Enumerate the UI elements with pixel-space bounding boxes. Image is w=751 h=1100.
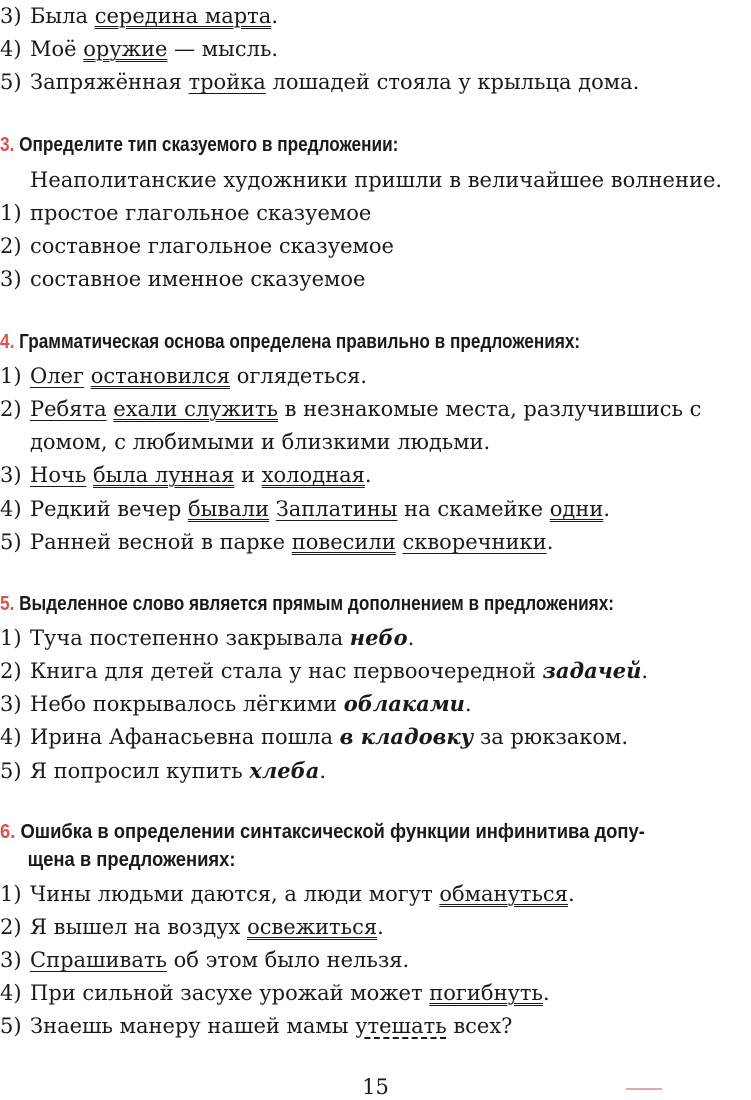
option-text: Я вышел на воздух bbox=[30, 915, 248, 939]
option-number: 2) bbox=[0, 659, 22, 683]
answer-option bbox=[0, 265, 751, 293]
option-text: и bbox=[234, 463, 262, 487]
answer-option bbox=[0, 880, 751, 908]
question-number: 5. bbox=[0, 593, 15, 615]
option-text: Редкий вечер bbox=[30, 497, 188, 521]
question-title: Ошибка в определении синтаксической функции инфинитива допу- bbox=[15, 821, 645, 843]
option-number: 3) bbox=[0, 692, 22, 716]
underlined-word: Ребята bbox=[30, 397, 107, 421]
option-number: 1) bbox=[0, 364, 22, 388]
option-text: на скамейке bbox=[397, 497, 550, 521]
option-number: 5) bbox=[0, 759, 22, 783]
option-number: 4) bbox=[0, 37, 22, 61]
option-text: Была bbox=[30, 4, 95, 28]
answer-option bbox=[0, 979, 751, 1007]
highlighted-word: хлеба bbox=[249, 758, 320, 783]
option-text: . bbox=[542, 981, 550, 1005]
question-heading bbox=[0, 328, 646, 356]
option-text: составное глагольное сказуемое bbox=[30, 234, 394, 258]
highlighted-word: в кладовку bbox=[339, 724, 474, 749]
option-text: . bbox=[271, 4, 278, 28]
option-number: 5) bbox=[0, 1014, 22, 1038]
corner-mark bbox=[626, 1088, 662, 1090]
option-number: 2) bbox=[0, 397, 22, 421]
option-text: лошадей стояла у крыльца дома. bbox=[265, 70, 640, 94]
question-title-continued: щена в предложениях: bbox=[27, 849, 236, 871]
option-text: . bbox=[407, 626, 415, 650]
option-number: 4) bbox=[0, 981, 22, 1005]
option-text: . bbox=[319, 759, 327, 783]
question-title: Грамматическая основа определена правильно в предложениях: bbox=[14, 331, 581, 353]
answer-option bbox=[0, 690, 751, 718]
option-text: Книга для детей стала у нас первоочередной bbox=[30, 659, 543, 683]
option-number: 3) bbox=[0, 948, 22, 972]
answer-option bbox=[0, 757, 751, 785]
option-number: 4) bbox=[0, 725, 22, 749]
underlined-word: погибнуть bbox=[429, 981, 543, 1005]
highlighted-word: задачей bbox=[542, 658, 642, 683]
option-text: . bbox=[603, 497, 611, 521]
question-number: 3. bbox=[0, 134, 15, 156]
option-number: 2) bbox=[0, 915, 22, 939]
option-number: 3) bbox=[0, 463, 22, 487]
option-text: . bbox=[567, 882, 575, 906]
question-title: Выделенное слово является прямым дополнением в предложениях: bbox=[14, 593, 615, 615]
answer-option bbox=[0, 528, 751, 556]
answer-option bbox=[0, 495, 751, 523]
question-heading bbox=[0, 818, 691, 846]
underlined-word: тройка bbox=[188, 70, 266, 94]
option-text bbox=[86, 463, 93, 487]
option-text: за рюкзаком. bbox=[473, 725, 629, 749]
underlined-word: Ночь bbox=[30, 463, 87, 487]
option-text bbox=[269, 497, 276, 521]
underlined-word: бывали bbox=[187, 497, 270, 521]
option-text: При сильной засухе урожай может bbox=[30, 981, 430, 1005]
option-number: 5) bbox=[0, 70, 22, 94]
underlined-word: одни bbox=[549, 497, 604, 521]
option-text: . bbox=[464, 692, 472, 716]
option-text: — мысль. bbox=[167, 37, 279, 61]
previous-question-option bbox=[0, 68, 751, 96]
option-number: 1) bbox=[0, 626, 22, 650]
answer-option bbox=[0, 946, 751, 974]
option-text: Ирина Афанасьевна пошла bbox=[30, 725, 340, 749]
option-text: всех? bbox=[446, 1014, 513, 1038]
underlined-word: утешать bbox=[355, 1014, 447, 1038]
answer-option bbox=[0, 461, 751, 489]
page-number: 15 bbox=[362, 1075, 389, 1099]
option-text: об этом было нельзя. bbox=[166, 948, 410, 972]
option-number: 4) bbox=[0, 497, 22, 521]
question-sentence: Неаполитанские художники пришли в величайшее волнение. bbox=[30, 168, 723, 192]
option-text: . bbox=[364, 463, 372, 487]
option-number: 2) bbox=[0, 234, 22, 258]
answer-option bbox=[0, 723, 751, 751]
option-text: . bbox=[377, 915, 384, 939]
option-number: 1) bbox=[0, 201, 22, 225]
option-text: составное именное сказуемое bbox=[30, 267, 366, 291]
answer-option bbox=[0, 913, 751, 941]
option-number: 5) bbox=[0, 530, 22, 554]
underlined-word: освежиться bbox=[247, 915, 378, 939]
answer-option bbox=[0, 624, 751, 652]
previous-question-option bbox=[0, 2, 751, 30]
option-text: Туча постепенно закрывала bbox=[30, 626, 350, 650]
question-title: Определите тип сказуемого в предложении: bbox=[14, 134, 399, 156]
option-text: оглядеться. bbox=[230, 364, 368, 388]
underlined-word: середина марта bbox=[94, 4, 272, 28]
option-text: . bbox=[546, 530, 554, 554]
underlined-word: обмануться bbox=[439, 882, 568, 906]
option-number: 3) bbox=[0, 4, 22, 28]
answer-option bbox=[0, 362, 751, 390]
question-number: 4. bbox=[0, 331, 15, 353]
underlined-word: скворечники bbox=[402, 530, 547, 554]
highlighted-word: облаками bbox=[343, 691, 465, 716]
option-text: Ранней весной в парке bbox=[30, 530, 292, 554]
underlined-word: Олег bbox=[30, 364, 84, 388]
underlined-word: холодная bbox=[261, 463, 365, 487]
option-text: Моё bbox=[30, 37, 84, 61]
option-text: в незнакомые места, разлучившись с bbox=[277, 397, 702, 421]
answer-option bbox=[0, 232, 751, 260]
option-number: 1) bbox=[0, 882, 22, 906]
question-heading bbox=[0, 131, 646, 159]
underlined-word: повесили bbox=[291, 530, 396, 554]
highlighted-word: небо bbox=[349, 625, 408, 650]
answer-option bbox=[0, 199, 751, 227]
option-number: 3) bbox=[0, 267, 22, 291]
underlined-word: оружие bbox=[83, 37, 168, 61]
option-text: Знаешь манеру нашей мамы bbox=[30, 1014, 356, 1038]
option-text: Небо покрывалось лёгкими bbox=[30, 692, 344, 716]
previous-question-option bbox=[0, 35, 751, 63]
underlined-word: ехали служить bbox=[113, 397, 278, 421]
answer-option bbox=[0, 395, 751, 423]
option-text: Я попросил купить bbox=[30, 759, 250, 783]
answer-option-continued: домом, с любимыми и близкими людьми. bbox=[30, 430, 491, 454]
option-text: Запряжённая bbox=[30, 70, 189, 94]
answer-option bbox=[0, 657, 751, 685]
answer-option bbox=[0, 1012, 751, 1040]
option-text bbox=[84, 364, 91, 388]
underlined-word: Спрашивать bbox=[30, 948, 167, 972]
option-text: Чины людьми даются, а люди могут bbox=[30, 882, 440, 906]
underlined-word: Заплатины bbox=[275, 497, 398, 521]
underlined-word: остановился bbox=[90, 364, 231, 388]
underlined-word: была лунная bbox=[92, 463, 235, 487]
option-text: простое глагольное сказуемое bbox=[30, 201, 372, 225]
question-heading bbox=[0, 590, 646, 618]
option-text: . bbox=[641, 659, 649, 683]
question-number: 6. bbox=[0, 821, 16, 843]
